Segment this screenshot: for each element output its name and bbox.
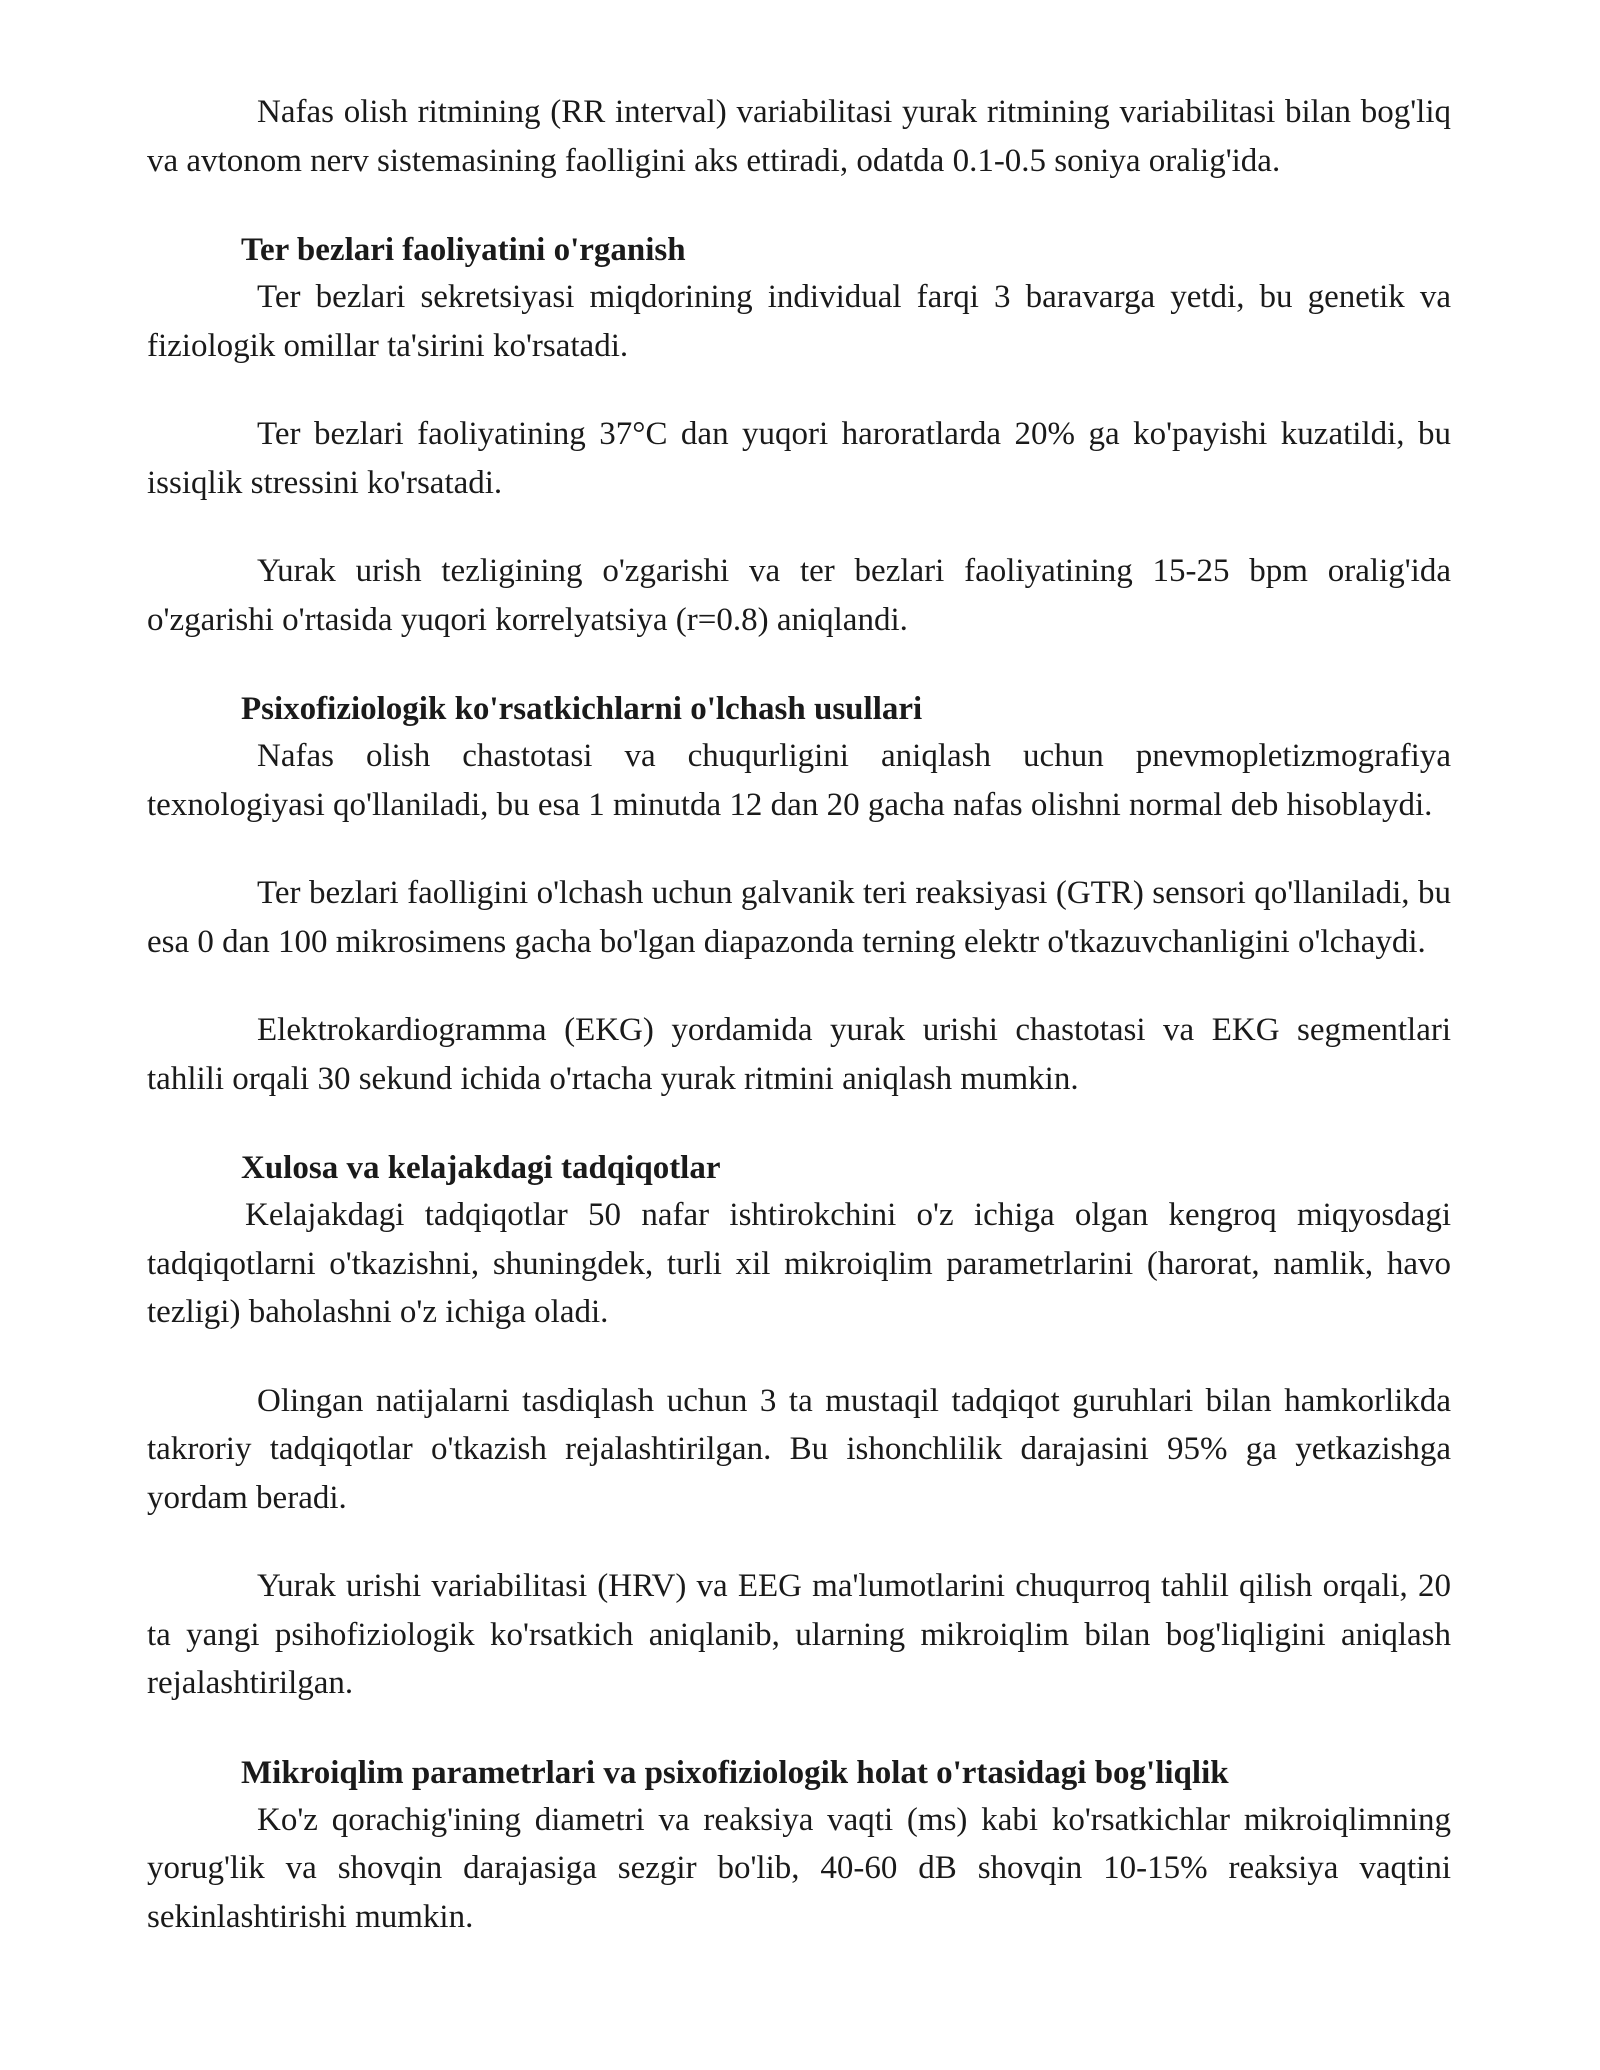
paragraph-hrv-eeg: Yurak urishi variabilitasi (HRV) va EEG ma'lumotlarini chuqurroq tahlil qilish orqali, 20 ta yangi psihofiziologik ko'rsatkich aniqlanib, ularning mikroiqlim bilan bog'liqligini aniqlash rejalashtirilgan.	[147, 1568, 1451, 1701]
paragraph-future-research: Kelajakdagi tadqiqotlar 50 nafar ishtirokchini o'z ichiga olgan kengroq miqyosdagi tadqiqotlarni o'tkazishni, shuningdek, turli xil mikroiqlim parametrlarini (harorat, namlik, havo tezligi) baholashni o'z ichiga oladi.	[147, 1197, 1451, 1330]
paragraph-ecg: Elektrokardiogramma (EKG) yordamida yurak urishi chastotasi va EKG segmentlari tahlili orqali 30 sekund ichida o'rtacha yurak ritmini aniqlash mumkin.	[147, 1012, 1451, 1097]
paragraph-pneumoplethysmography: Nafas olish chastotasi va chuqurligini aniqlash uchun pnevmopletizmografiya texnologiyasi qo'llaniladi, bu esa 1 minutda 12 dan 20 gacha nafas olishni normal deb hisoblaydi.	[147, 738, 1451, 823]
document-page	[147, 88, 1451, 1941]
section-heading-microclimate: Mikroiqlim parametrlari va psixofiziologik holat o'rtasidagi bog'liqlik	[241, 1754, 1229, 1791]
paragraph-heart-rate-correlation: Yurak urish tezligining o'zgarishi va ter bezlari faoliyatining 15-25 bpm oralig'ida o'zgarishi o'rtasida yuqori korrelyatsiya (r=0.8) aniqlandi.	[147, 553, 1451, 638]
section-heading-measurement-methods: Psixofiziologik ko'rsatkichlarni o'lchash usullari	[241, 691, 923, 727]
paragraph-sweat-secretion: Ter bezlari sekretsiyasi miqdorining individual farqi 3 baravarga yetdi, bu genetik va fiziologik omillar ta'sirini ko'rsatadi.	[147, 279, 1451, 364]
section-heading-sweat-glands: Ter bezlari faoliyatini o'rganish	[241, 232, 686, 268]
section-heading-conclusion: Xulosa va kelajakdagi tadqiqotlar	[241, 1150, 721, 1186]
paragraph-gsr-sensor: Ter bezlari faolligini o'lchash uchun galvanik teri reaksiyasi (GTR) sensori qo'llaniladi, bu esa 0 dan 100 mikrosimens gacha bo'lgan diapazonda terning elektr o'tkazuvchanligini o'lchaydi.	[147, 875, 1451, 960]
paragraph-rr-interval: Nafas olish ritmining (RR interval) variabilitasi yurak ritmining variabilitasi bilan bog'liq va avtonom nerv sistemasining faolligini aks ettiradi, odatda 0.1-0.5 soniya oralig'ida.	[147, 94, 1451, 179]
paragraph-pupil-reaction: Ko'z qorachig'ining diametri va reaksiya vaqti (ms) kabi ko'rsatkichlar mikroiqlimning yorug'lik va shovqin darajasiga sezgir bo'lib, 40-60 dB shovqin 10-15% reaksiya vaqtini sekinlashtirishi mumkin.	[147, 1801, 1451, 1935]
paragraph-replication: Olingan natijalarni tasdiqlash uchun 3 ta mustaqil tadqiqot guruhlari bilan hamkorlikda takroriy tadqiqotlar o'tkazish rejalashtirilgan. Bu ishonchlilik darajasini 95% ga yetkazishga yordam beradi.	[147, 1382, 1451, 1516]
paragraph-sweat-temperature: Ter bezlari faoliyatining 37°C dan yuqori haroratlarda 20% ga ko'payishi kuzatildi, bu issiqlik stressini ko'rsatadi.	[147, 416, 1451, 501]
